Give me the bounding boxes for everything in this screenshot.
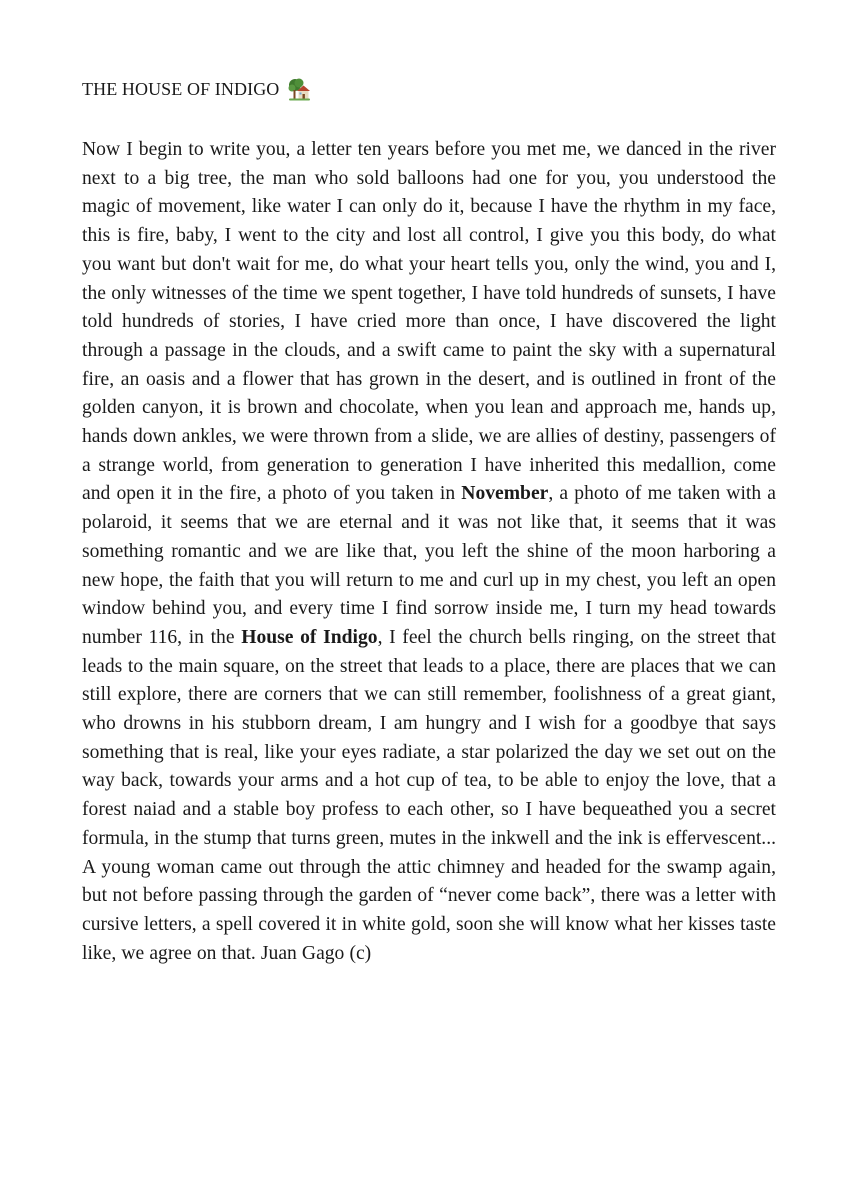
emphasis-november: November	[461, 483, 549, 505]
letter-text-part-3: , I feel the church bells ringing, on the street that leads to the main square, on the street that leads to a place, there are places that we can still explore, there are corners that we can still remember, foolishness of a great giant, who drowns in his stubborn dream, I am hungry and I wish for a goodbye that says something that is real, like your eyes radiate, a star polarized the day we set out on the way back, towards your arms and a hot cup of tea, to be able to enjoy the love, that a forest naiad and a stable boy profess to each other, so I have bequeathed you a secret formula, in the stump that turns green, mutes in the inkwell and the ink is effervescent... A young woman came out through the attic chimney and headed for the swamp again, but not before passing through the garden of “never come back”, there was a letter with cursive letters, a spell covered it in white gold, soon she will know what her kisses taste like, we agree on that. Juan Gago (c)	[82, 626, 776, 964]
title-row	[82, 74, 776, 104]
document-page	[82, 74, 776, 968]
house-with-garden-icon	[287, 78, 311, 102]
letter-text-part-1: Now I begin to write you, a letter ten years before you met me, we danced in the river next to a big tree, the man who sold balloons had one for you, you understood the magic of movement, like water I can only do it, because I have the rhythm in my face, this is fire, baby, I went to the city and lost all control, I give you this body, do what you want but don't wait for me, do what your heart tells you, only the wind, you and I, the only witnesses of the time we spent together, I have told hundreds of sunsets, I have told hundreds of stories, I have cried more than once, I have discovered the light through a passage in the clouds, and a swift came to paint the sky with a supernatural fire, an oasis and a flower that has grown in the desert, and is outlined in front of the golden canyon, it is brown and chocolate, when you lean and approach me, hands up, hands down ankles, we were thrown from a slide, we are allies of destiny, passengers of a strange world, from generation to generation I have inherited this medallion, come and open it in the fire, a photo of you taken in	[82, 139, 776, 505]
emphasis-house-of-indigo: House of Indigo	[241, 626, 378, 648]
letter-text-part-2: , a photo of me taken with a polaroid, it seems that we are eternal and it was not like that, it seems that it was something romantic and we are like that, you left the shine of the moon harboring a new hope, the faith that you will return to me and curl up in my chest, you left an open window behind you, and every time I find sorrow inside me, I turn my head towards number 116, in the	[82, 483, 776, 648]
letter-body	[82, 136, 776, 968]
document-title: THE HOUSE OF INDIGO	[82, 78, 280, 99]
